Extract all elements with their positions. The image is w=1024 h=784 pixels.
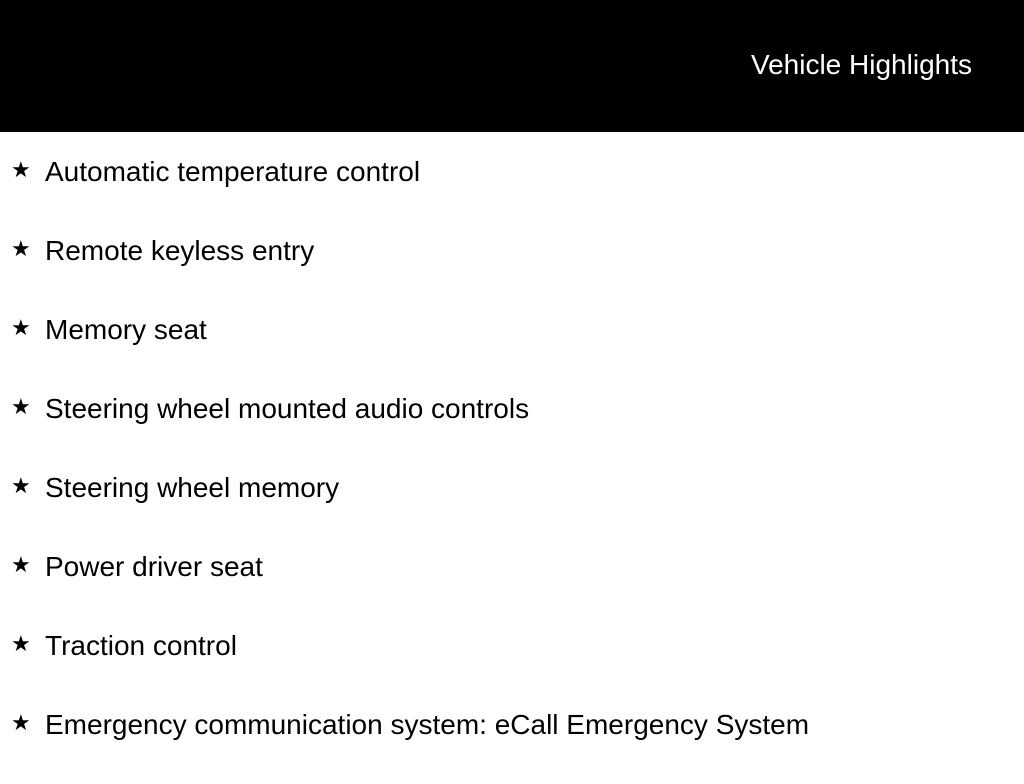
list-item <box>0 310 1024 389</box>
feature-label: Emergency communication system: eCall Emergency System <box>45 709 810 740</box>
list-item <box>0 389 1024 468</box>
list-item <box>0 152 1024 231</box>
list-item <box>0 626 1024 705</box>
list-item <box>0 705 1024 784</box>
list-item <box>0 468 1024 547</box>
feature-label: Automatic temperature control <box>45 156 421 187</box>
list-item <box>0 231 1024 310</box>
header-bar <box>0 0 1024 132</box>
star-icon: ★ <box>11 315 31 340</box>
feature-label: Steering wheel mounted audio controls <box>45 393 530 424</box>
star-icon: ★ <box>11 473 31 498</box>
star-icon: ★ <box>11 631 31 656</box>
star-icon: ★ <box>11 394 31 419</box>
list-item <box>0 547 1024 626</box>
feature-label: Traction control <box>45 630 237 661</box>
feature-label: Memory seat <box>45 314 207 345</box>
feature-label: Steering wheel memory <box>45 472 340 503</box>
star-icon: ★ <box>11 157 31 182</box>
star-icon: ★ <box>11 552 31 577</box>
feature-label: Remote keyless entry <box>45 235 315 266</box>
feature-list <box>0 152 1024 784</box>
star-icon: ★ <box>11 710 31 735</box>
star-icon: ★ <box>11 236 31 261</box>
feature-label: Power driver seat <box>45 551 263 582</box>
page-title: Vehicle Highlights <box>750 49 972 80</box>
